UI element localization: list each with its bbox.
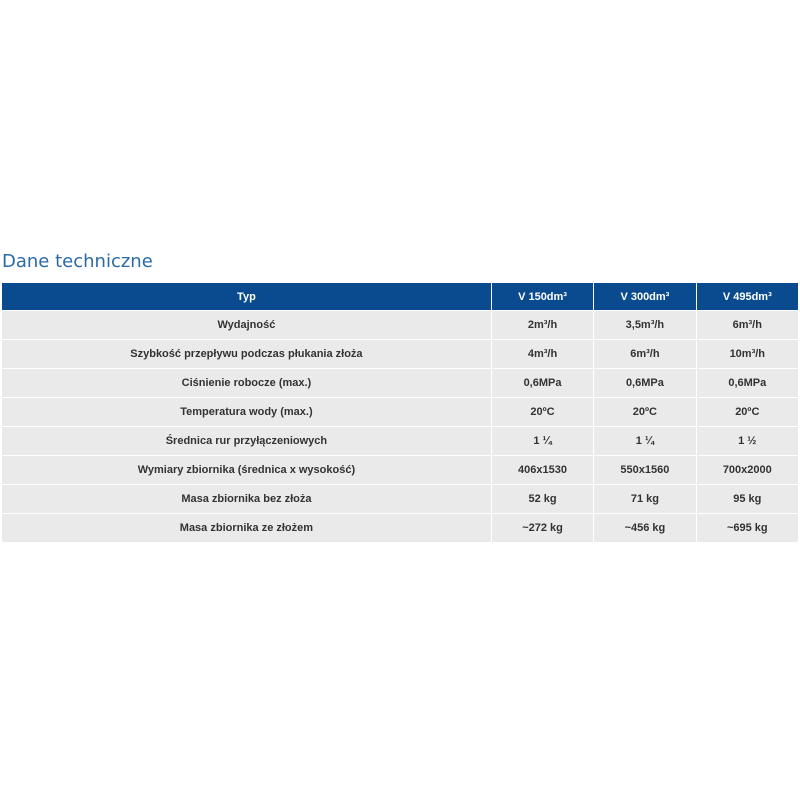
row-value: 20ºC	[491, 398, 593, 427]
row-value: ~456 kg	[594, 514, 696, 543]
row-label: Wydajność	[2, 311, 492, 340]
row-value: 0,6MPa	[696, 369, 798, 398]
row-label: Temperatura wody (max.)	[2, 398, 492, 427]
row-label: Masa zbiornika bez złoża	[2, 485, 492, 514]
table-row	[2, 340, 799, 369]
row-value: 1 ¼	[594, 427, 696, 456]
row-value: 52 kg	[491, 485, 593, 514]
row-value: 1 ¼	[491, 427, 593, 456]
header-v150: V 150dm³	[491, 283, 593, 311]
row-value: 3,5m³/h	[594, 311, 696, 340]
row-value: 700x2000	[696, 456, 798, 485]
table-row	[2, 398, 799, 427]
row-label: Średnica rur przyłączeniowych	[2, 427, 492, 456]
table-header-row	[2, 283, 799, 311]
row-label: Wymiary zbiornika (średnica x wysokość)	[2, 456, 492, 485]
row-value: 0,6MPa	[594, 369, 696, 398]
row-value: 406x1530	[491, 456, 593, 485]
row-value: 6m³/h	[594, 340, 696, 369]
row-value: 20ºC	[594, 398, 696, 427]
row-value: 95 kg	[696, 485, 798, 514]
table-row	[2, 485, 799, 514]
header-type: Typ	[2, 283, 492, 311]
table-row	[2, 514, 799, 543]
row-value: ~272 kg	[491, 514, 593, 543]
table-row	[2, 369, 799, 398]
section-title: Dane techniczne	[2, 251, 153, 272]
row-value: 1 ½	[696, 427, 798, 456]
row-value: 71 kg	[594, 485, 696, 514]
row-label: Szybkość przepływu podczas płukania złoża	[2, 340, 492, 369]
table-row	[2, 456, 799, 485]
row-value: 4m³/h	[491, 340, 593, 369]
row-value: 0,6MPa	[491, 369, 593, 398]
row-value: 20ºC	[696, 398, 798, 427]
row-value: 550x1560	[594, 456, 696, 485]
technical-data-table	[1, 282, 799, 543]
table-row	[2, 311, 799, 340]
header-v495: V 495dm³	[696, 283, 798, 311]
row-label: Ciśnienie robocze (max.)	[2, 369, 492, 398]
row-label: Masa zbiornika ze złożem	[2, 514, 492, 543]
row-value: ~695 kg	[696, 514, 798, 543]
header-v300: V 300dm³	[594, 283, 696, 311]
row-value: 10m³/h	[696, 340, 798, 369]
row-value: 2m³/h	[491, 311, 593, 340]
table-row	[2, 427, 799, 456]
row-value: 6m³/h	[696, 311, 798, 340]
